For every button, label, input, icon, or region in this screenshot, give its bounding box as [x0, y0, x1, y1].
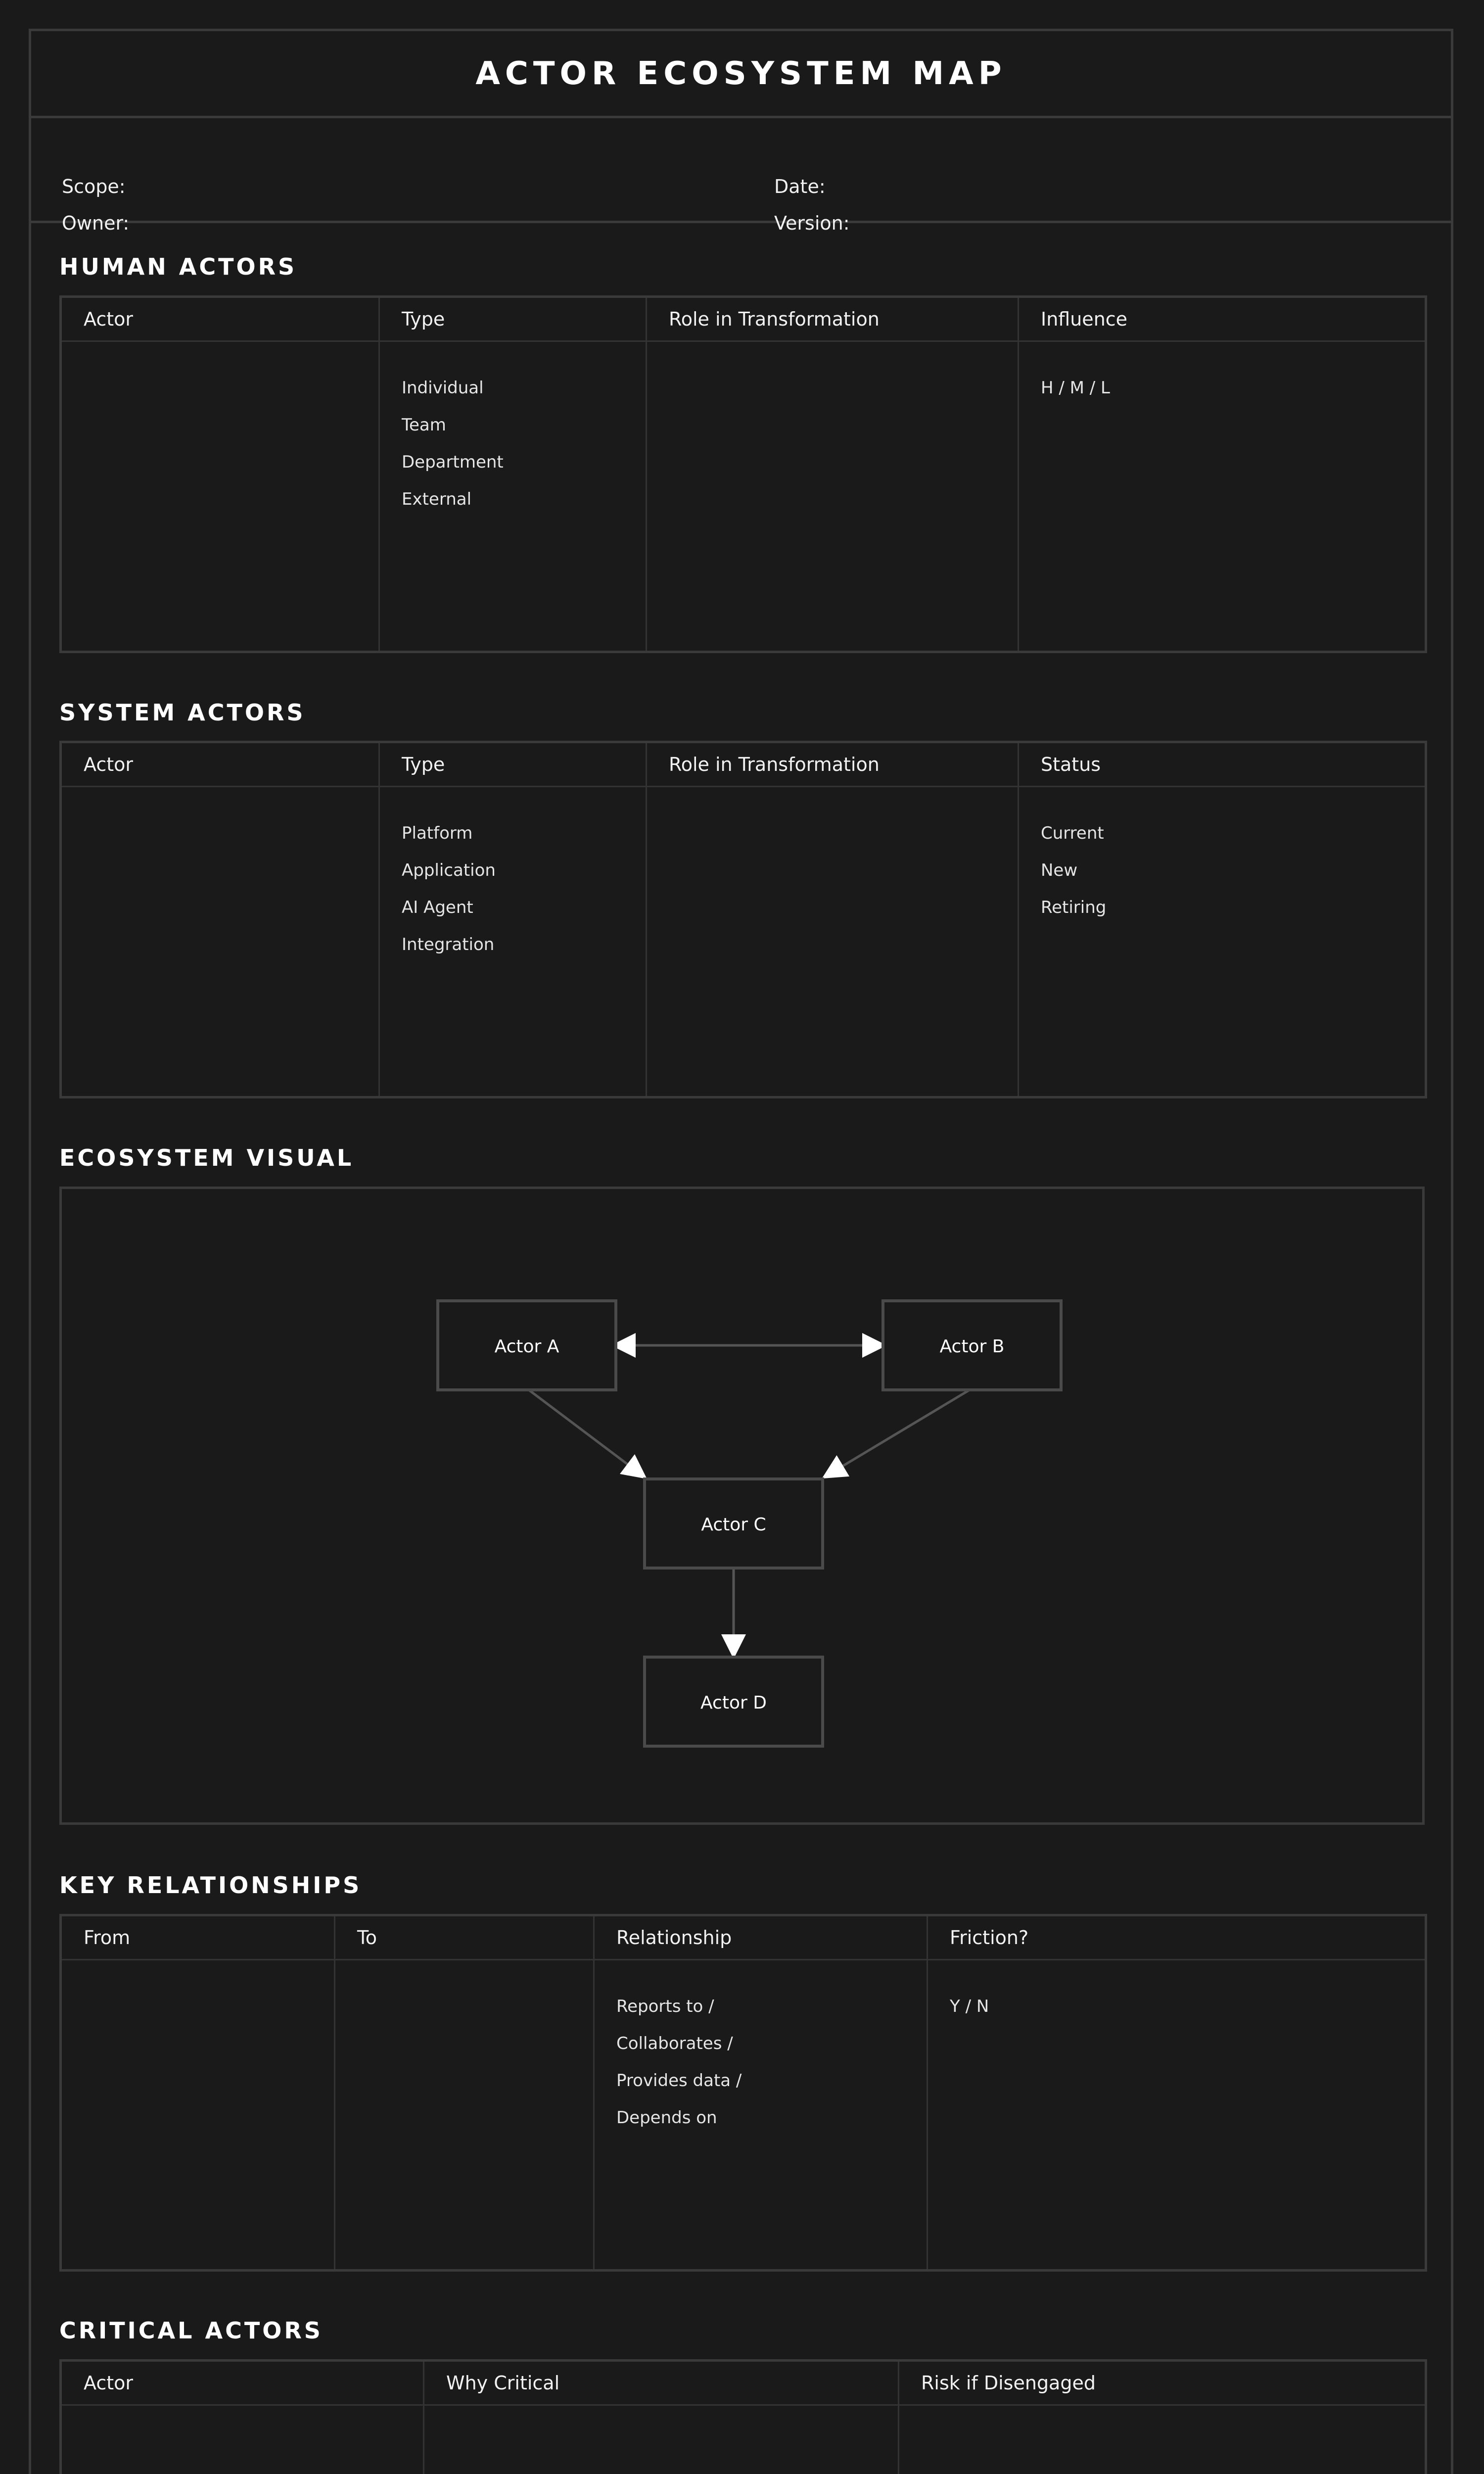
- column-header: Why Critical: [424, 2361, 899, 2405]
- connector-a-c: [527, 1388, 643, 1476]
- column-header: Risk if Disengaged: [899, 2361, 1426, 2405]
- actor-cell[interactable]: [61, 2405, 424, 2474]
- node-actor-d[interactable]: [645, 1657, 823, 1746]
- column-header: Actor: [61, 297, 379, 341]
- type-option: Team: [402, 415, 446, 435]
- table-header-row: [61, 1915, 1426, 1960]
- type-option: Department: [402, 452, 504, 472]
- friction-option: Y / N: [950, 1997, 989, 2016]
- node-label: Actor D: [700, 1693, 767, 1713]
- system-actors-table: [59, 741, 1427, 1098]
- human-actors-table: [59, 295, 1427, 653]
- why-critical-cell[interactable]: [424, 2405, 899, 2474]
- scope-label: Scope:: [62, 176, 126, 197]
- relationship-option: Reports to /: [616, 1997, 714, 2016]
- table-header-row: [61, 297, 1426, 341]
- column-header: Type: [379, 742, 647, 787]
- column-header: Influence: [1019, 297, 1426, 341]
- node-actor-b[interactable]: [883, 1301, 1061, 1390]
- key-relationships-table: [59, 1914, 1427, 2272]
- column-header: Relationship: [594, 1915, 928, 1960]
- table-header-row: [61, 2361, 1426, 2405]
- actor-cell[interactable]: [61, 341, 379, 652]
- critical-actors-table: [59, 2359, 1427, 2474]
- type-cell[interactable]: [379, 341, 647, 652]
- table-row: [61, 1960, 1426, 2271]
- status-option: Current: [1041, 823, 1104, 843]
- risk-cell[interactable]: [899, 2405, 1426, 2474]
- from-cell[interactable]: [61, 1960, 335, 2271]
- role-cell[interactable]: [647, 787, 1019, 1097]
- to-cell[interactable]: [335, 1960, 594, 2271]
- connector-b-c: [826, 1388, 972, 1476]
- page-title: ACTOR ECOSYSTEM MAP: [475, 55, 1007, 92]
- ecosystem-diagram: [59, 1187, 1425, 1825]
- type-option: AI Agent: [402, 898, 473, 917]
- table-row: [61, 341, 1426, 652]
- column-header: Actor: [61, 2361, 424, 2405]
- table-row: [61, 787, 1426, 1097]
- column-header: Type: [379, 297, 647, 341]
- version-label: Version:: [774, 212, 850, 234]
- status-option: New: [1041, 860, 1078, 880]
- influence-cell[interactable]: [1019, 341, 1426, 652]
- type-option: External: [402, 489, 472, 509]
- system-actors-title: SYSTEM ACTORS: [59, 699, 306, 726]
- title-bar: [31, 31, 1451, 118]
- human-actors-title: HUMAN ACTORS: [59, 253, 297, 280]
- type-option: Application: [402, 860, 496, 880]
- type-option: Integration: [402, 935, 495, 954]
- status-cell[interactable]: [1019, 787, 1426, 1097]
- column-header: From: [61, 1915, 335, 1960]
- relationship-option: Collaborates /: [616, 2034, 733, 2053]
- type-option: Platform: [402, 823, 473, 843]
- relationship-option: Depends on: [616, 2108, 717, 2128]
- owner-label: Owner:: [62, 212, 130, 234]
- date-label: Date:: [774, 176, 826, 197]
- relationship-option: Provides data /: [616, 2071, 742, 2091]
- type-option: Individual: [402, 378, 484, 398]
- column-header: Friction?: [928, 1915, 1426, 1960]
- ecosystem-diagram-svg: [62, 1189, 1427, 1827]
- node-label: Actor C: [701, 1515, 766, 1535]
- ecosystem-visual-title: ECOSYSTEM VISUAL: [59, 1144, 354, 1171]
- meta-block: [31, 118, 1451, 234]
- influence-option: H / M / L: [1041, 378, 1110, 398]
- node-actor-c[interactable]: [645, 1479, 823, 1568]
- actor-cell[interactable]: [61, 787, 379, 1097]
- column-header: Actor: [61, 742, 379, 787]
- table-header-row: [61, 742, 1426, 787]
- friction-cell[interactable]: [928, 1960, 1426, 2271]
- column-header: Role in Transformation: [647, 742, 1019, 787]
- relationship-cell[interactable]: [594, 1960, 928, 2271]
- type-cell[interactable]: [379, 787, 647, 1097]
- role-cell[interactable]: [647, 341, 1019, 652]
- column-header: To: [335, 1915, 594, 1960]
- node-label: Actor A: [494, 1336, 559, 1357]
- column-header: Status: [1019, 742, 1426, 787]
- critical-actors-title: CRITICAL ACTORS: [59, 2317, 323, 2344]
- node-label: Actor B: [939, 1336, 1005, 1357]
- table-row: [61, 2405, 1426, 2474]
- column-header: Role in Transformation: [647, 297, 1019, 341]
- status-option: Retiring: [1041, 898, 1107, 917]
- node-actor-a[interactable]: [438, 1301, 616, 1390]
- key-relationships-title: KEY RELATIONSHIPS: [59, 1872, 362, 1899]
